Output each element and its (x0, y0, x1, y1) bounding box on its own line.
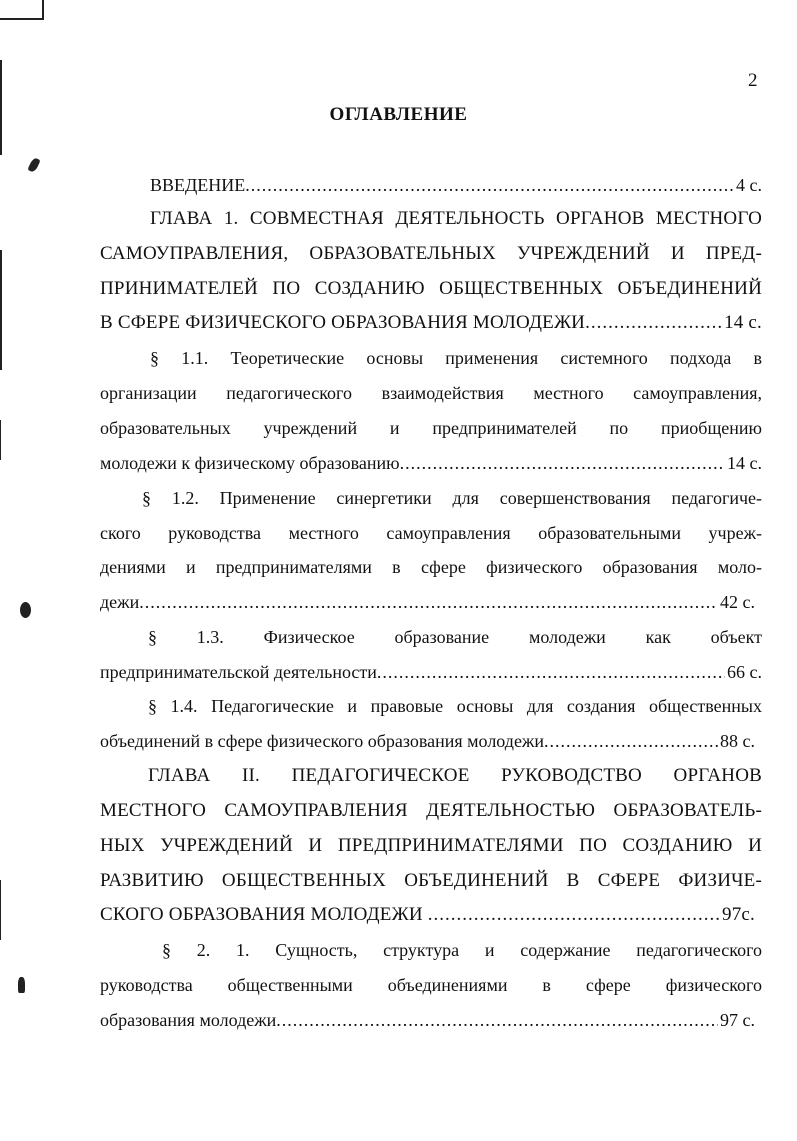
toc-chapter-2-line (100, 898, 755, 932)
toc-section-1-1-line: § 1.1. Теоретические основы применения системного подхода в (150, 348, 762, 368)
toc-entry-text: ВВЕДЕНИЕ (150, 175, 246, 195)
toc-section-1-2-line: дениями и предпринимателями в сфере физического образования моло- (100, 557, 762, 577)
toc-section-1-3-line (100, 655, 762, 689)
dot-leader (377, 655, 725, 689)
toc-entry-text: В СФЕРЕ ФИЗИЧЕСКОГО ОБРАЗОВАНИЯ МОЛОДЕЖИ (100, 312, 586, 333)
toc-chapter-1-line (100, 306, 762, 340)
toc-section-1-1-line: образовательных учреждений и предпринимателей по приобщению (100, 418, 762, 438)
scan-edge-line (0, 250, 2, 370)
toc-section-1-4-line: § 1.4. Педагогические и правовые основы для создания общественных (148, 696, 762, 716)
binding-hole-mark (18, 977, 25, 993)
toc-chapter-2-line: МЕСТНОГО САМОУПРАВЛЕНИЯ ДЕЯТЕЛЬНОСТЬЮ ОБРАЗОВАТЕЛЬ- (100, 800, 762, 821)
toc-section-1-2-line: ского руководства местного самоуправления образовательными учреж- (100, 523, 762, 543)
toc-chapter-1-line: ГЛАВА 1. СОВМЕСТНАЯ ДЕЯТЕЛЬНОСТЬ ОРГАНОВ МЕСТНОГО (150, 208, 762, 229)
dot-leader (400, 446, 725, 480)
toc-chapter-2-line: ГЛАВА II. ПЕДАГОГИЧЕСКОЕ РУКОВОДСТВО ОРГАНОВ (148, 765, 762, 786)
dot-leader (428, 898, 720, 932)
toc-section-1-1-line: организации педагогического взаимодействия местного самоуправления, (100, 383, 762, 403)
toc-section-2-1-line: руководства общественными объединениями в сфере физического (100, 975, 762, 995)
page-title: ОГЛАВЛЕНИЕ (329, 104, 468, 125)
dot-leader (585, 306, 722, 340)
toc-page-ref: 14 с. (727, 453, 762, 473)
toc-section-1-1-line (100, 446, 762, 480)
toc-chapter-2-line: НЫХ УЧРЕЖДЕНИЙ И ПРЕДПРИНИМАТЕЛЯМИ ПО СОЗДАНИЮ И (100, 835, 762, 856)
toc-page-ref: 14 с. (724, 312, 762, 333)
toc-entry-text: дежи (100, 592, 140, 612)
toc-entry-text: СКОГО ОБРАЗОВАНИЯ МОЛОДЕЖИ (100, 904, 428, 925)
toc-chapter-1-line: САМОУПРАВЛЕНИЯ, ОБРАЗОВАТЕЛЬНЫХ УЧРЕЖДЕНИЙ И ПРЕД- (100, 243, 762, 264)
toc-chapter-2-line: РАЗВИТИЮ ОБЩЕСТВЕННЫХ ОБЪЕДИНЕНИЙ В СФЕРЕ ФИЗИЧЕ- (100, 870, 762, 891)
toc-page-ref: 42 с. (720, 592, 755, 612)
toc-section-1-2-line: § 1.2. Применение синергетики для совершенствования педагогиче- (142, 488, 762, 508)
toc-entry-text: молодежи к физическому образованию (100, 453, 400, 473)
toc-section-2-1-line (100, 1003, 755, 1037)
toc-page-ref: 88 с. (720, 731, 755, 751)
toc-chapter-1-line: ПРИНИМАТЕЛЕЙ ПО СОЗДАНИЮ ОБЩЕСТВЕННЫХ ОБЪЕДИНЕНИЙ (100, 278, 762, 299)
scan-corner-mark (0, 0, 44, 20)
dot-leader (245, 168, 734, 202)
toc-page-ref: 97 с. (720, 1010, 755, 1030)
toc-entry-introduction (150, 168, 762, 202)
toc-section-1-4-line (100, 724, 755, 758)
toc-page-ref: 97с. (722, 904, 755, 925)
toc-entry-text: предпринимательской деятельности (100, 662, 377, 682)
binding-hole-mark (27, 157, 40, 173)
toc-page-ref: 4 с. (736, 175, 762, 195)
scan-edge-line (0, 880, 1, 940)
page-number: 2 (748, 70, 758, 91)
binding-hole-mark (20, 602, 31, 618)
toc-section-1-2-line (100, 585, 755, 619)
toc-page-ref: 66 с. (727, 662, 762, 682)
dot-leader (276, 1003, 718, 1037)
toc-entry-text: объединений в сфере физического образования молодежи (100, 731, 544, 751)
dot-leader (139, 585, 718, 619)
toc-section-2-1-line: § 2. 1. Сущность, структура и содержание педагогического (162, 940, 762, 960)
toc-entry-text: образования молодежи (100, 1010, 277, 1030)
dot-leader (544, 724, 718, 758)
scan-edge-line (0, 420, 1, 460)
toc-section-1-3-line: § 1.3. Физическое образование молодежи как объект (148, 627, 762, 647)
